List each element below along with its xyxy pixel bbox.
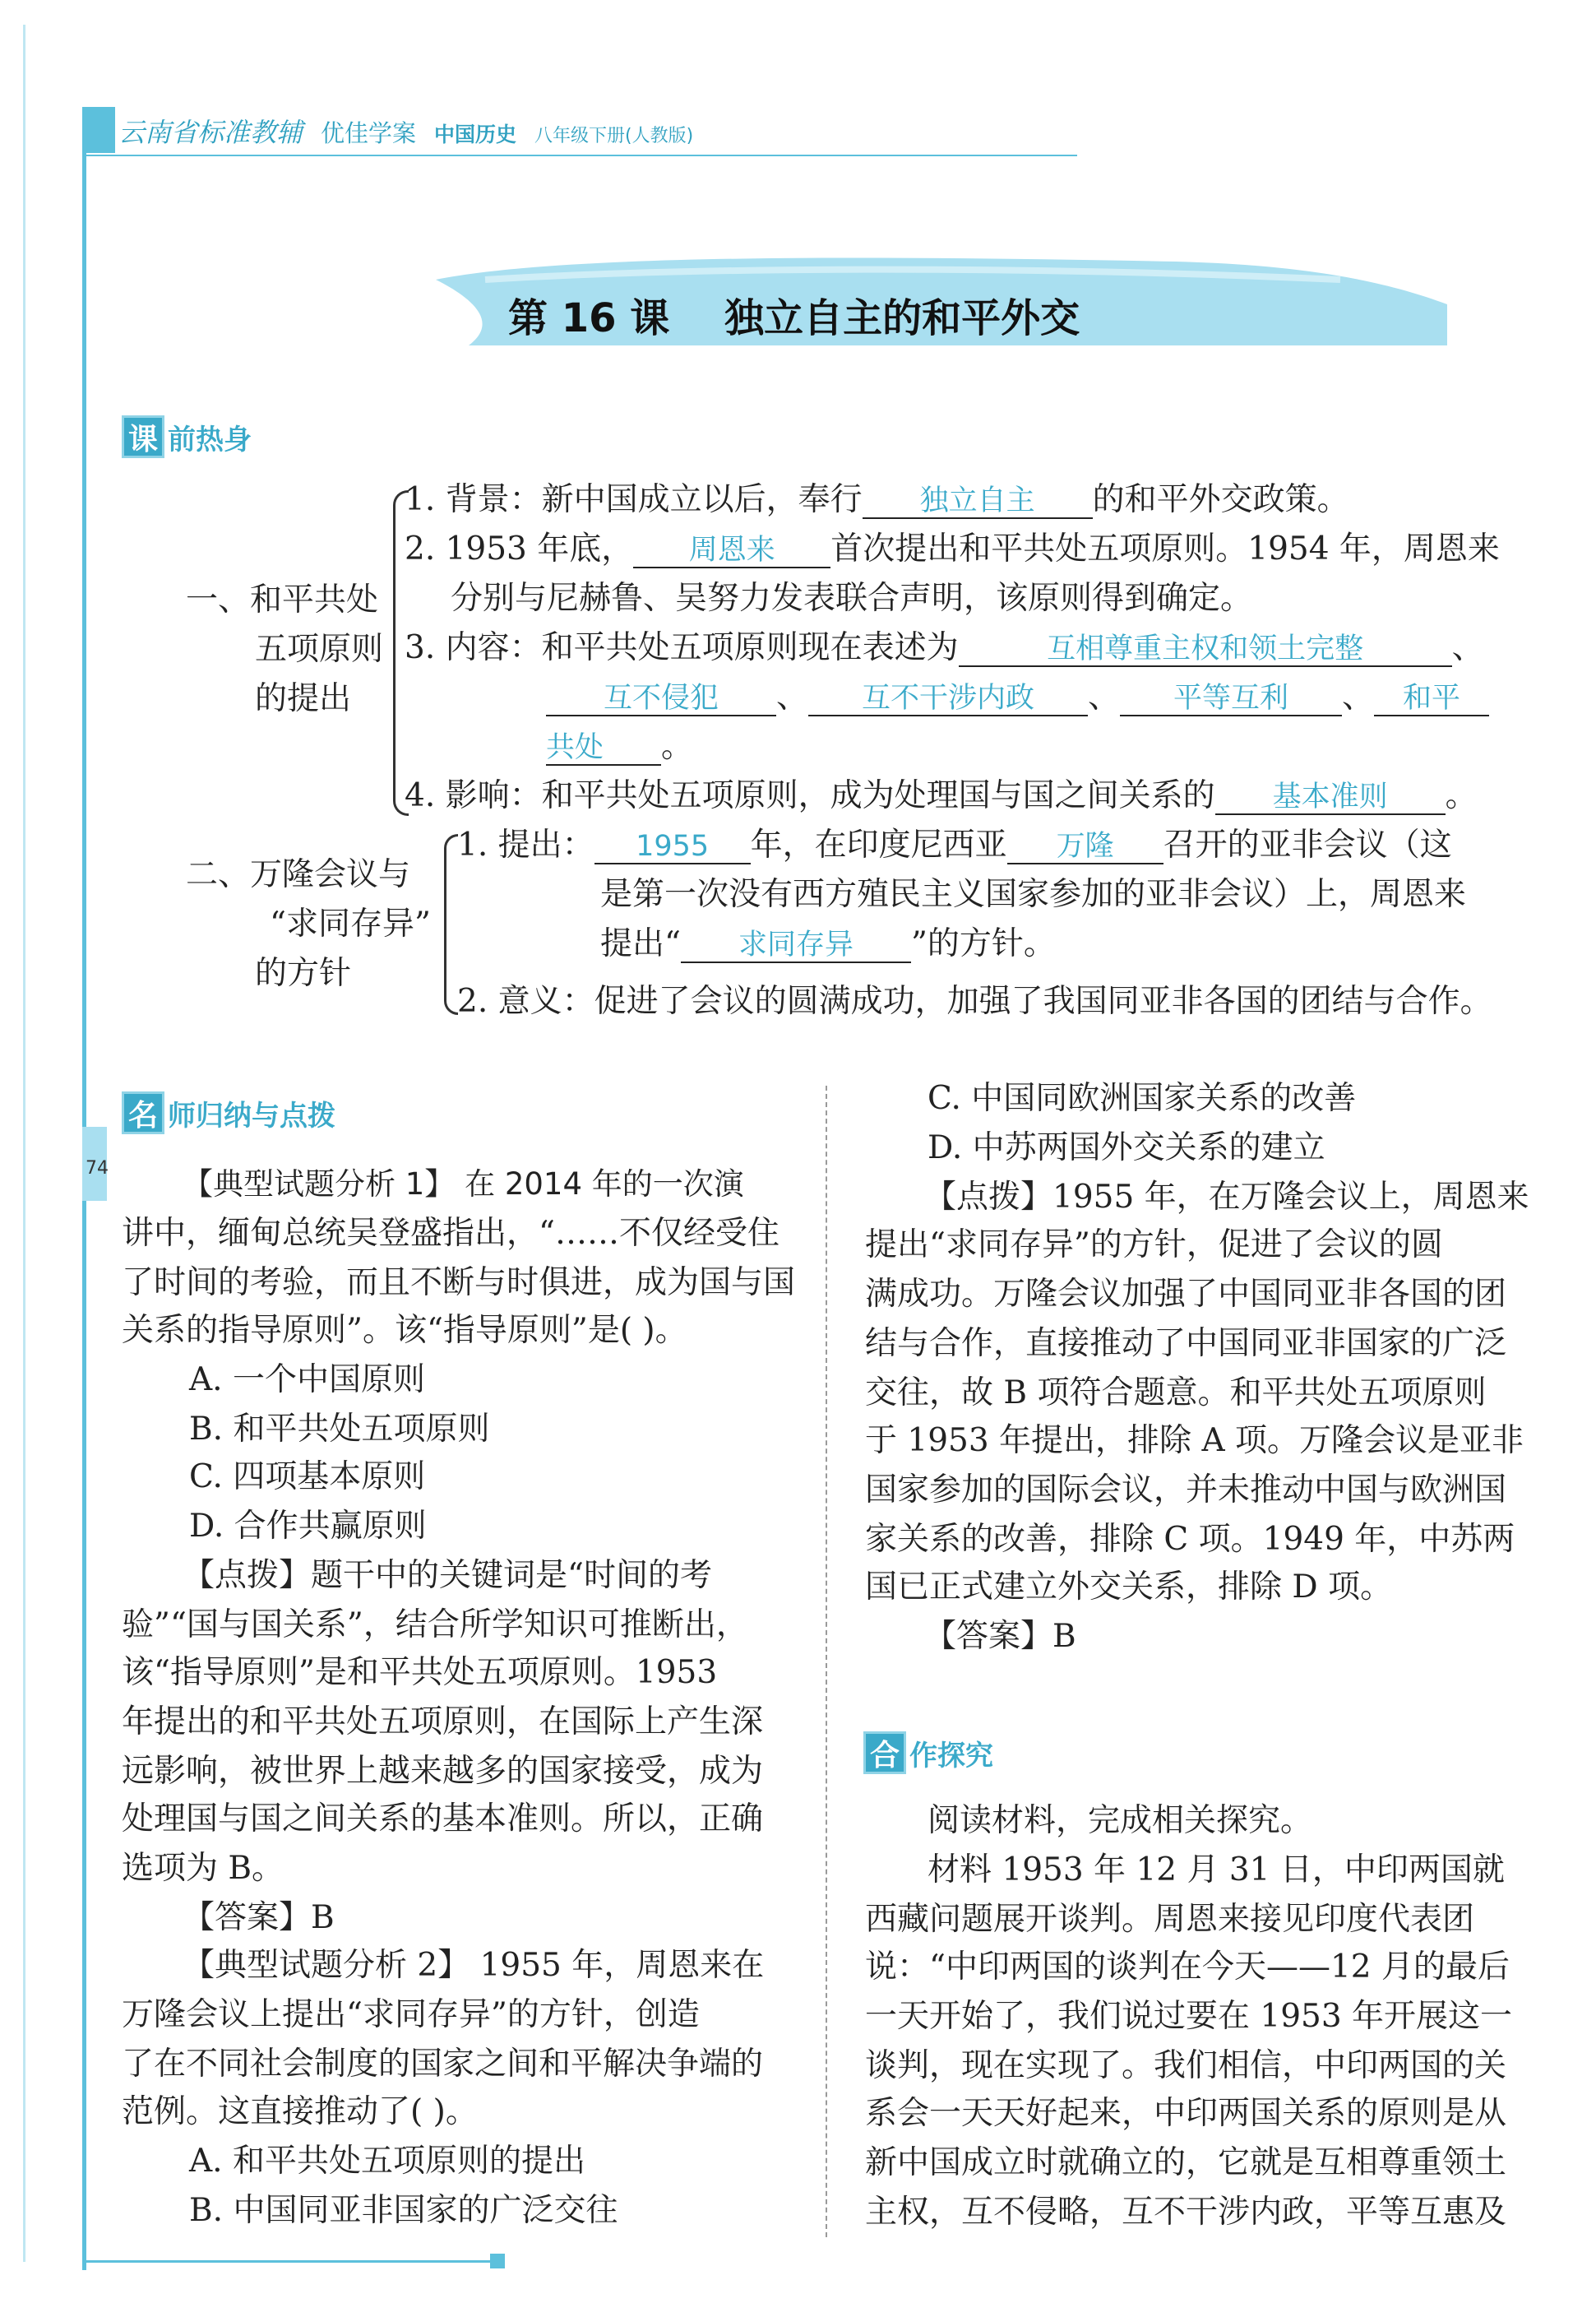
header: [118, 112, 693, 150]
answer-2: 周恩来: [688, 534, 775, 567]
header-underline: [82, 155, 1077, 156]
p2-line4: 2. 意义：促进了会议的圆满成功，加强了我国同亚非各国的团结与合作。: [457, 983, 1492, 1020]
teacher-line-11: 年提出的和平共处五项原则，在国际上产生深: [122, 1703, 764, 1740]
coop-line-3: 说：“中印两国的谈判在今天——12 月的最后: [865, 1949, 1510, 1986]
part2-label-2: “求同存异”: [270, 906, 431, 943]
teacher-line-6: C. 四项基本原则: [189, 1458, 426, 1495]
section-coop-title: 作探究: [909, 1739, 993, 1772]
section-teacher-title: 师归纳与点拨: [168, 1099, 335, 1133]
p1-line6: 共处 。: [546, 728, 694, 765]
p1-line1: 1. 背景：新中国成立以后，奉行 独立自主 的和平外交政策。: [405, 481, 1349, 518]
answer-3b: 互不侵犯: [603, 682, 719, 715]
teacher-line-19: 范例。这直接推动了( )。: [122, 2093, 478, 2130]
right-line-3: 提出“求同存异”的方针，促进了会议的圆: [865, 1226, 1443, 1263]
coop-line-7: 新中国成立时就确立的，它就是互相尊重领土: [865, 2144, 1507, 2181]
part1-label-2: 五项原则: [255, 631, 384, 668]
teacher-line-15: 【答案】B: [183, 1899, 335, 1936]
coop-line-0: 阅读材料，完成相关探究。: [928, 1802, 1313, 1839]
teacher-line-8: 【点拨】题干中的关键词是“时间的考: [183, 1557, 712, 1594]
part2-label-1: 二、万隆会议与: [186, 856, 411, 893]
teacher-line-14: 选项为 B。: [122, 1850, 285, 1887]
right-line-8: 国家参加的国际会议，并未推动中国与欧洲国: [865, 1471, 1507, 1508]
answer-3f: 共处: [546, 731, 604, 764]
page-number: 74: [86, 1158, 109, 1179]
p2-line3: 提出“ 求同存异 ”的方针。: [600, 925, 1056, 962]
left-border-bar: [23, 25, 25, 2262]
teacher-line-5: B. 和平共处五项原则: [189, 1411, 490, 1448]
p2-line2: 是第一次没有西方殖民主义国家参加的亚非会议）上，周恩来: [600, 876, 1467, 913]
answer-5: 1955: [636, 830, 710, 863]
teacher-line-0: 【典型试题分析 1】 在 2014 年的一次演: [183, 1166, 744, 1202]
p1-line5: 互不侵犯 、 互不干涉内政 、 平等互利 、 和平: [546, 678, 1489, 717]
answer-3e: 和平: [1403, 682, 1461, 715]
coop-line-4: 一天开始了，我们说过要在 1953 年开展这一: [865, 1998, 1513, 2035]
bottom-border-line: [82, 2260, 502, 2263]
lesson-title: 第 16 课 独立自主的和平外交: [508, 295, 1080, 341]
teacher-line-17: 万隆会议上提出“求同存异”的方针，创造: [122, 1996, 700, 2033]
right-line-10: 国已正式建立外交关系，排除 D 项。: [865, 1569, 1393, 1606]
p2-line1: 1. 提出： 1955 年，在印度尼西亚 万隆 召开的亚非会议（这: [457, 827, 1452, 864]
answer-4: 基本准则: [1272, 781, 1388, 813]
teacher-line-12: 远影响，被世界上越来越多的国家接受，成为: [122, 1753, 764, 1790]
teacher-line-4: A. 一个中国原则: [189, 1361, 425, 1398]
right-line-9: 家关系的改善，排除 C 项。1949 年，中苏两: [865, 1521, 1515, 1558]
right-line-5: 结与合作，直接推动了中国同亚非国家的广泛: [865, 1325, 1507, 1362]
header-subject: 中国历史: [434, 123, 517, 146]
right-line-0: C. 中国同欧洲国家关系的改善: [928, 1080, 1357, 1117]
part2-brace: [444, 834, 458, 1015]
teacher-line-9: 验”“国与国关系”，结合所学知识可推断出，: [122, 1606, 748, 1643]
answer-7: 求同存异: [738, 929, 854, 962]
right-line-2: 【点拨】1955 年，在万隆会议上，周恩来: [924, 1179, 1529, 1216]
teacher-line-10: 该“指导原则”是和平共处五项原则。1953: [122, 1654, 718, 1691]
answer-3c: 互不干涉内政: [862, 682, 1035, 715]
teacher-line-13: 处理国与国之间关系的基本准则。所以，正确: [122, 1800, 764, 1837]
right-line-4: 满成功。万隆会议加强了中国同亚非各国的团: [865, 1276, 1507, 1313]
right-line-7: 于 1953 年提出，排除 A 项。万隆会议是亚非: [865, 1422, 1524, 1459]
part1-label-3: 的提出: [255, 680, 352, 717]
right-line-6: 交往，故 B 项符合题意。和平共处五项原则: [865, 1374, 1487, 1411]
teacher-line-1: 讲中，缅甸总统吴登盛指出，“……不仅经受住: [122, 1215, 779, 1252]
answer-3a: 互相尊重主权和领土完整: [1047, 633, 1364, 665]
header-grade: 八年级下册(人教版): [534, 126, 694, 146]
p1-line4: 3. 内容：和平共处五项原则现在表述为 互相尊重主权和领土完整 、: [405, 629, 1484, 666]
coop-line-1: 材料 1953 年 12 月 31 日，中印两国就: [928, 1851, 1505, 1888]
section-teacher-badge: 名: [122, 1091, 164, 1134]
p1-line2: 2. 1953 年底， 周恩来 首次提出和平共处五项原则。1954 年，周恩来: [405, 531, 1500, 568]
section-warmup: [122, 413, 252, 461]
coop-line-2: 西藏问题展开谈判。周恩来接见印度代表团: [865, 1901, 1475, 1938]
part2-label-3: 的方针: [255, 955, 352, 992]
right-line-11: 【答案】B: [924, 1618, 1076, 1655]
coop-line-8: 主权，互不侵略，互不干涉内政，平等互惠及: [865, 2194, 1507, 2231]
p1-line7: 4. 影响：和平共处五项原则，成为处理国与国之间关系的 基本准则 。: [405, 777, 1478, 814]
part1-label-1: 一、和平共处: [186, 582, 379, 619]
answer-1: 独立自主: [919, 484, 1035, 517]
answer-6: 万隆: [1056, 830, 1114, 863]
teacher-line-20: A. 和平共处五项原则的提出: [189, 2143, 585, 2180]
teacher-line-7: D. 合作共赢原则: [189, 1508, 427, 1545]
teacher-line-21: B. 中国同亚非国家的广泛交往: [189, 2192, 618, 2229]
section-warmup-title: 前热身: [168, 423, 252, 456]
section-warmup-badge: 课: [122, 415, 164, 458]
section-teacher: [122, 1089, 335, 1137]
header-brand: 云南省标准教辅: [118, 117, 303, 148]
p1-line3: 分别与尼赫鲁、吴努力发表联合声明，该原则得到确定。: [451, 580, 1253, 617]
teacher-line-16: 【典型试题分析 2】 1955 年，周恩来在: [183, 1947, 765, 1984]
bottom-border-mark: [490, 2254, 505, 2268]
coop-line-5: 谈判，现在实现了。我们相信，中印两国的关: [865, 2047, 1507, 2084]
header-series: 优佳学案: [321, 119, 417, 147]
section-coop: [863, 1729, 993, 1777]
teacher-line-18: 了在不同社会制度的国家之间和平解决争端的: [122, 2046, 764, 2083]
coop-line-6: 系会一天天好起来，中印两国关系的原则是从: [865, 2095, 1507, 2132]
section-coop-badge: 合: [863, 1731, 906, 1774]
teacher-line-3: 关系的指导原则”。该“指导原则”是( )。: [122, 1312, 687, 1349]
column-divider: [826, 1086, 827, 2237]
teacher-line-2: 了时间的考验，而且不断与时俱进，成为国与国: [122, 1264, 796, 1301]
right-line-1: D. 中苏两国外交关系的建立: [928, 1129, 1325, 1166]
answer-3d: 平等互利: [1173, 682, 1289, 715]
